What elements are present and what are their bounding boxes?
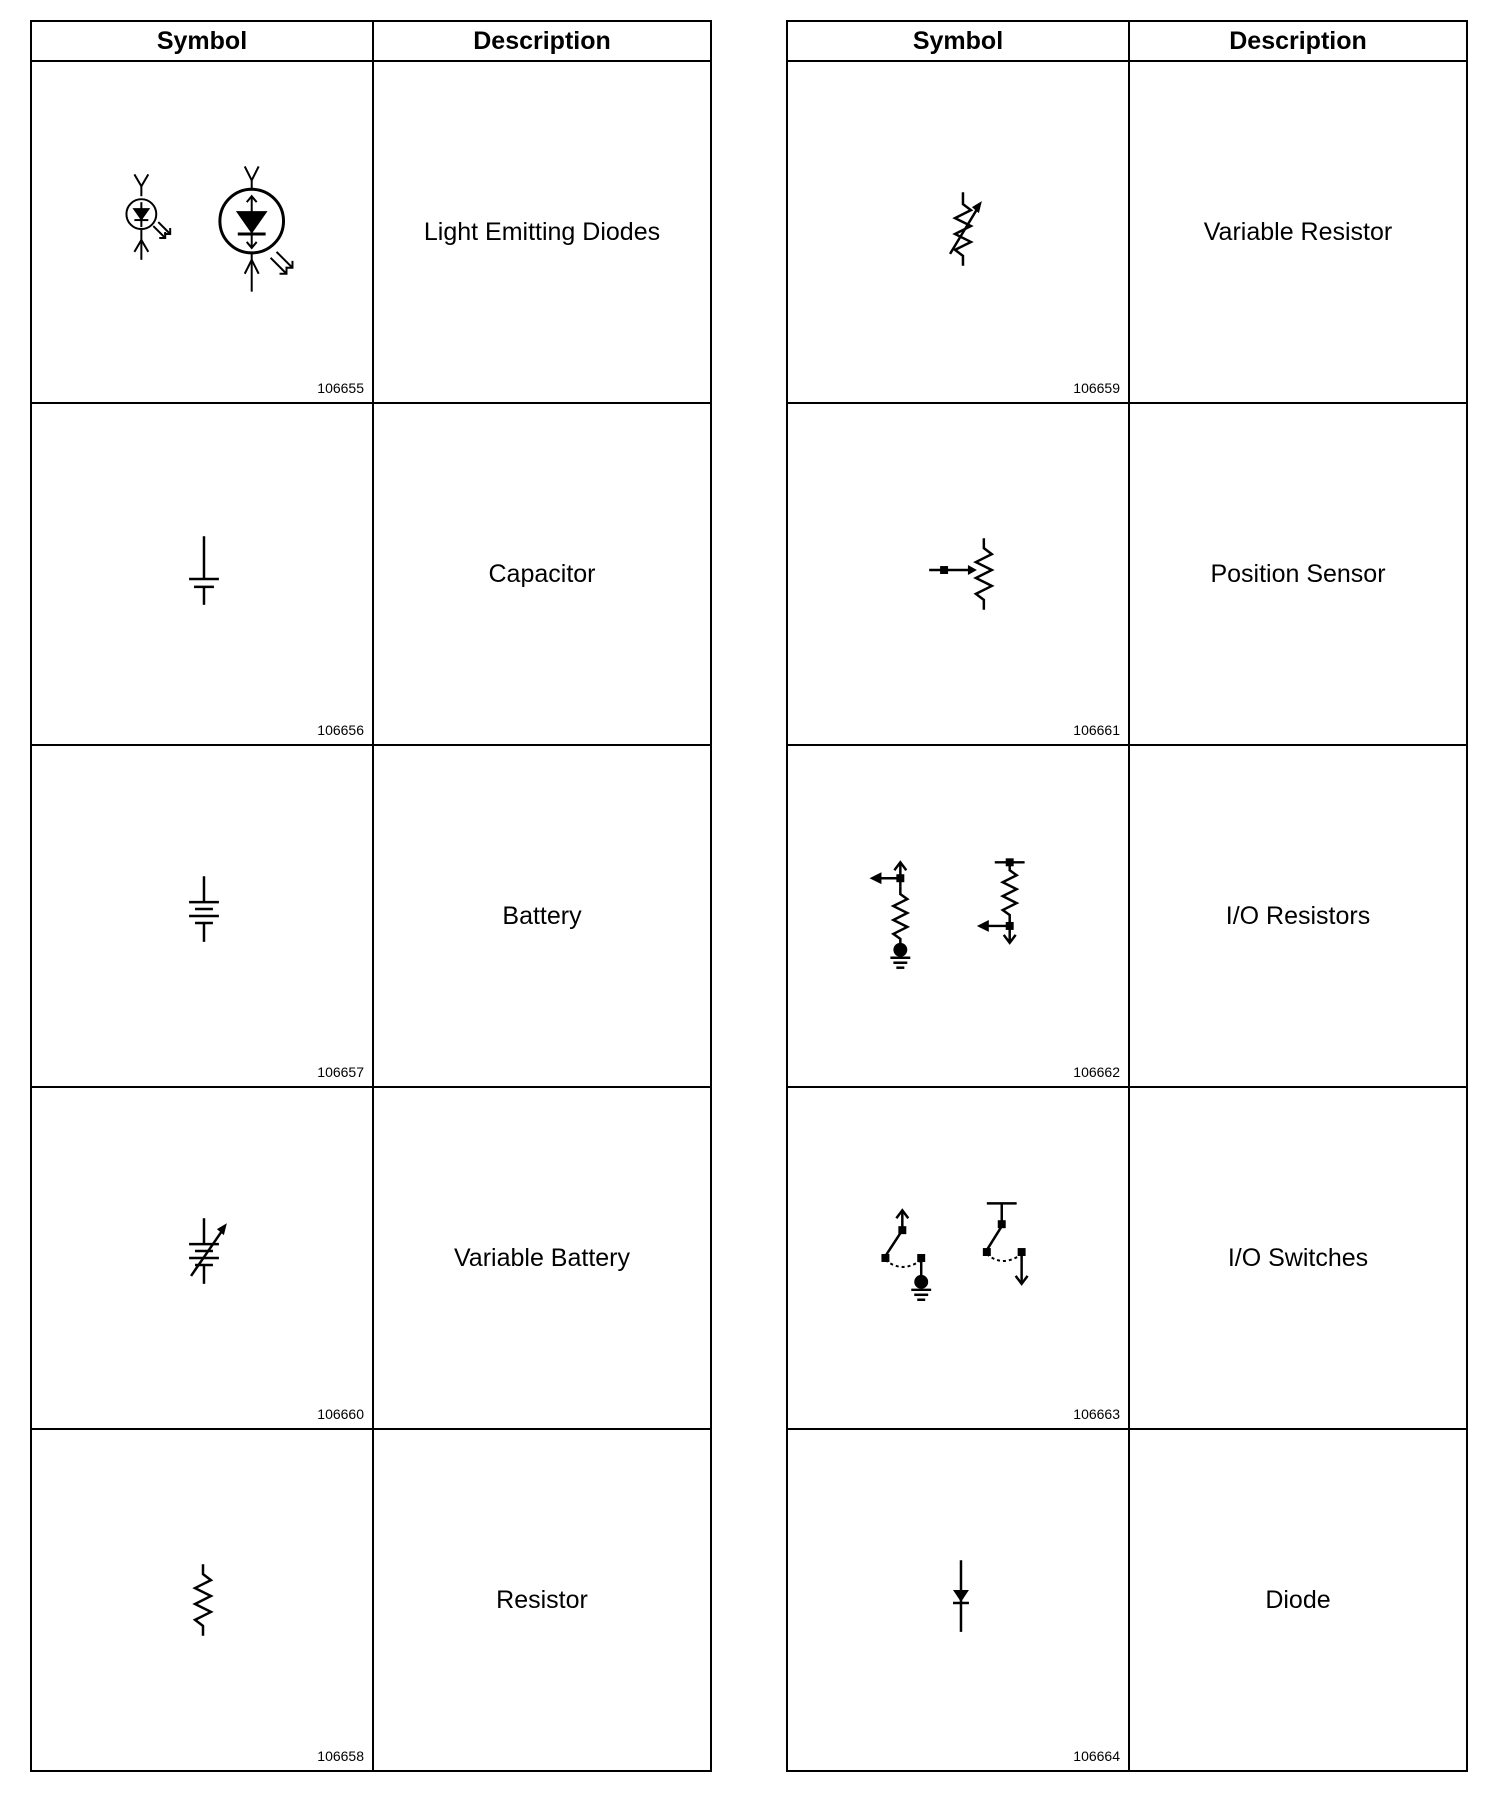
description-cell: Capacitor — [373, 403, 711, 745]
figure-number: 106661 — [1073, 722, 1120, 738]
variable-battery-symbol-icon — [32, 1088, 372, 1428]
io-resistors-symbol-icon — [788, 746, 1128, 1086]
figure-number: 106656 — [317, 722, 364, 738]
table-row — [787, 403, 1467, 745]
figure-number: 106663 — [1073, 1406, 1120, 1422]
description-cell: Light Emitting Diodes — [373, 61, 711, 403]
symbol-cell — [787, 1087, 1129, 1429]
symbol-cell — [787, 1429, 1129, 1771]
table-row — [787, 1087, 1467, 1429]
io-switches-symbol-icon — [788, 1088, 1128, 1428]
figure-number: 106664 — [1073, 1748, 1120, 1764]
symbol-column-header: Symbol — [787, 21, 1129, 61]
symbol-table-left — [30, 20, 712, 1772]
table-row — [787, 745, 1467, 1087]
symbol-cell — [787, 403, 1129, 745]
symbol-cell — [787, 61, 1129, 403]
description-column-header: Description — [373, 21, 711, 61]
led-symbol-icon — [32, 62, 372, 402]
description-cell: Battery — [373, 745, 711, 1087]
description-column-header: Description — [1129, 21, 1467, 61]
description-cell: Variable Resistor — [1129, 61, 1467, 403]
position-sensor-symbol-icon — [788, 404, 1128, 744]
figure-number: 106657 — [317, 1064, 364, 1080]
table-row — [787, 1429, 1467, 1771]
resistor-symbol-icon — [32, 1430, 372, 1770]
table-row — [31, 745, 711, 1087]
figure-number: 106655 — [317, 380, 364, 396]
table-row — [31, 403, 711, 745]
symbol-cell — [31, 1087, 373, 1429]
table-row — [31, 1087, 711, 1429]
symbol-cell — [31, 1429, 373, 1771]
symbol-table-right — [786, 20, 1468, 1772]
figure-number: 106659 — [1073, 380, 1120, 396]
description-cell: Diode — [1129, 1429, 1467, 1771]
figure-number: 106658 — [317, 1748, 364, 1764]
table-row — [787, 61, 1467, 403]
description-cell: Position Sensor — [1129, 403, 1467, 745]
symbol-cell — [31, 403, 373, 745]
variable-resistor-symbol-icon — [788, 62, 1128, 402]
description-cell: I/O Switches — [1129, 1087, 1467, 1429]
table-row — [31, 1429, 711, 1771]
symbol-column-header: Symbol — [31, 21, 373, 61]
figure-number: 106660 — [317, 1406, 364, 1422]
symbol-cell — [787, 745, 1129, 1087]
capacitor-symbol-icon — [32, 404, 372, 744]
description-cell: Resistor — [373, 1429, 711, 1771]
table-header-row — [787, 21, 1467, 61]
figure-number: 106662 — [1073, 1064, 1120, 1080]
description-cell: Variable Battery — [373, 1087, 711, 1429]
description-cell: I/O Resistors — [1129, 745, 1467, 1087]
symbol-cell — [31, 61, 373, 403]
diode-symbol-icon — [788, 1430, 1128, 1770]
symbol-cell — [31, 745, 373, 1087]
table-header-row — [31, 21, 711, 61]
battery-symbol-icon — [32, 746, 372, 1086]
table-row — [31, 61, 711, 403]
